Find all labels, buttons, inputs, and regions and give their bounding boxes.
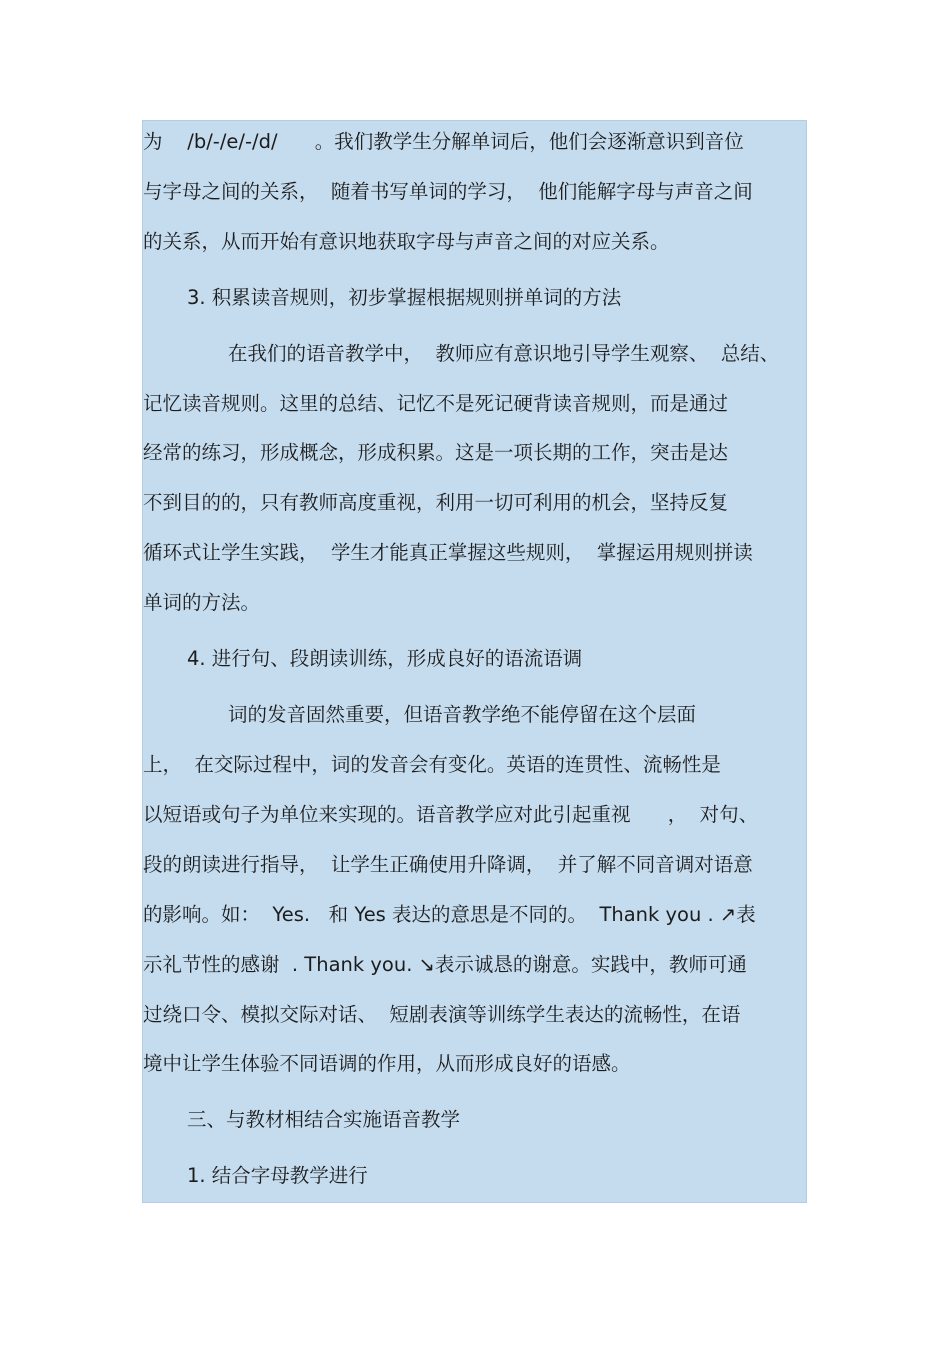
subsection-heading: 1. 结合字母教学进行 [187, 1164, 368, 1187]
section-heading: 3. 积累读音规则，初步掌握根据规则拼单词的方法 [187, 286, 622, 309]
body-line: 单词的方法。 [143, 591, 261, 614]
body-line: 不到目的的，只有教师高度重视，利用一切可利用的机会，坚持反复 [143, 491, 729, 514]
body-line: 循环式让学生实践， 学生才能真正掌握这些规则， 掌握运用规则拼读 [143, 541, 753, 564]
body-line: 境中让学生体验不同语调的作用，从而形成良好的语感。 [143, 1052, 631, 1075]
paragraph-first-line: 在我们的语音教学中， 教师应有意识地引导学生观察、 总结、 [228, 342, 780, 365]
section-heading: 三、与教材相结合实施语音教学 [187, 1108, 461, 1131]
body-line: 过绕口令、模拟交际对话、 短剧表演等训练学生表达的流畅性，在语 [143, 1003, 741, 1026]
section-heading: 4. 进行句、段朗读训练，形成良好的语流语调 [187, 647, 583, 670]
body-line: 记忆读音规则。这里的总结、记忆不是死记硬背读音规则，而是通过 [143, 392, 729, 415]
paragraph-first-line: 词的发音固然重要，但语音教学绝不能停留在这个层面 [228, 703, 697, 726]
highlighted-text-block [142, 120, 807, 1203]
body-line: 上， 在交际过程中，词的发音会有变化。英语的连贯性、流畅性是 [143, 753, 721, 776]
body-line: 示礼节性的感谢 . Thank you. ↘表示诚恳的谢意。实践中，教师可通 [143, 953, 747, 976]
body-line: 与字母之间的关系， 随着书写单词的学习， 他们能解字母与声音之间 [143, 180, 753, 203]
body-line: 以短语或句子为单位来实现的。语音教学应对此引起重视 ， 对句、 [143, 803, 759, 826]
body-line: 段的朗读进行指导， 让学生正确使用升降调， 并了解不同音调对语意 [143, 853, 753, 876]
body-line: 经常的练习，形成概念，形成积累。这是一项长期的工作，突击是达 [143, 441, 729, 464]
body-line: 的影响。如： Yes. 和 Yes 表达的意思是不同的。 Thank you . ↗表 [143, 903, 756, 926]
body-line: 为 /b/-/e/-/d/ 。我们教学生分解单词后，他们会逐渐意识到音位 [143, 130, 744, 153]
body-line: 的关系，从而开始有意识地获取字母与声音之间的对应关系。 [143, 230, 670, 253]
